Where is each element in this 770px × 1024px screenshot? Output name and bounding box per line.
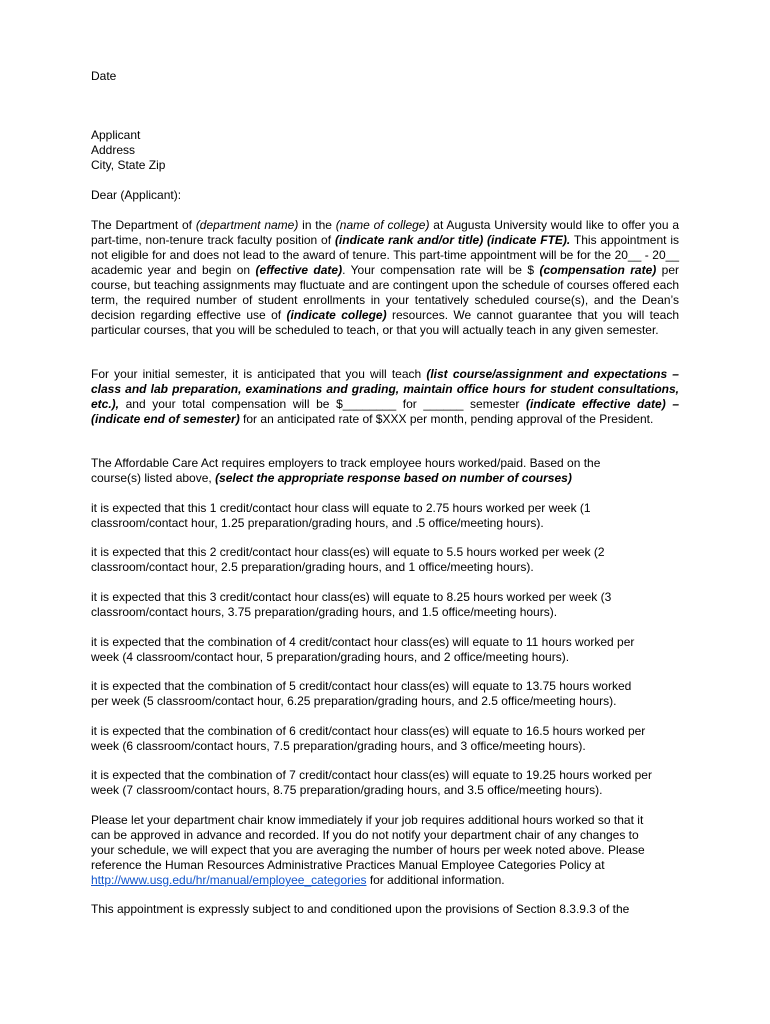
recipient-block xyxy=(91,128,679,173)
paragraph-appointment-conditions: This appointment is expressly subject to and conditioned upon the provisions of Section 8.3.9.3 of the xyxy=(91,902,630,916)
hours-option-line: it is expected that the combination of 5 credit/contact hour class(es) will equate to 13.75 hours worked xyxy=(91,679,632,693)
notify-line-3: your schedule, we will expect that you are averaging the number of hours per week noted above. Please xyxy=(91,843,645,857)
offer-effective-date-placeholder: (effective date) xyxy=(255,263,343,277)
offer-text-1: The Department of xyxy=(91,218,196,232)
hours-option-line: classroom/contact hours, 3.75 preparation/grading hours, and 1.5 office/meeting hours). xyxy=(91,605,558,619)
hours-option-line: it is expected that the combination of 7 credit/contact hour class(es) will equate to 19.25 hours worked per xyxy=(91,768,652,782)
paragraph-initial-semester xyxy=(91,367,679,427)
hours-option-1 xyxy=(91,501,679,531)
paragraph-offer xyxy=(91,218,679,338)
notify-line-1: Please let your department chair know immediately if your job requires additional hours worked so that it xyxy=(91,813,644,827)
hours-option-line: classroom/contact hour, 1.25 preparation/grading hours, and .5 office/meeting hours). xyxy=(91,516,544,530)
semester-text-1: For your initial semester, it is anticipated that you will teach xyxy=(91,367,427,381)
notify-line-5-text: for additional information. xyxy=(366,873,505,887)
aca-line-2 xyxy=(91,471,679,486)
salutation: Dear (Applicant): xyxy=(91,188,182,202)
offer-text-6: per course, but teaching assignments may fluctuate and are contingent upon the schedule of courses offered each term, the required number of student enrollments in your tentatively scheduled course(s), and the Dean’s decision regarding effective use of xyxy=(91,263,680,322)
offer-text-7: resources. We cannot guarantee that you will teach particular courses, that you will be scheduled to teach, or that you will actually teach in any given semester. xyxy=(91,308,680,337)
notify-line-5 xyxy=(91,873,679,888)
notify-line-4: reference the Human Resources Administrative Practices Manual Employee Categories Policy at xyxy=(91,858,605,872)
hours-option-line: week (6 classroom/contact hours, 7.5 preparation/grading hours, and 3 office/meeting hours). xyxy=(91,739,586,753)
recipient-city-state-zip: City, State Zip xyxy=(91,158,166,172)
recipient-address: Address xyxy=(91,143,136,157)
hours-option-6 xyxy=(91,724,679,754)
offer-college-resources-placeholder: (indicate college) xyxy=(286,308,387,322)
hours-option-line: it is expected that this 3 credit/contact hour class(es) will equate to 8.25 hours worked per week (3 xyxy=(91,590,612,604)
semester-text-3: for an anticipated rate of $XXX per month, pending approval of the President. xyxy=(239,412,654,426)
offer-compensation-placeholder: (compensation rate) xyxy=(539,263,657,277)
paragraph-notify-chair xyxy=(91,813,679,888)
paragraph-aca xyxy=(91,456,679,486)
hours-option-7 xyxy=(91,768,679,798)
semester-text-2: and your total compensation will be $________ for ______ semester xyxy=(119,397,526,411)
semester-dates-placeholder: (indicate effective date) – (indicate end of semester) xyxy=(91,397,679,426)
offer-text-5: . Your compensation rate will be $ xyxy=(342,263,540,277)
semester-course-placeholder: (list course/assignment and expectations – class and lab preparation, examinations and grading, maintain office hours for student consultations, etc.), xyxy=(91,367,679,411)
hours-option-line: it is expected that the combination of 4 credit/contact hour class(es) will equate to 11 hours worked per xyxy=(91,635,635,649)
hours-option-2 xyxy=(91,545,679,575)
notify-line-2: can be approved in advance and recorded. If you do not notify your department chair of any changes to xyxy=(91,828,639,842)
aca-text: course(s) listed above, xyxy=(91,471,216,485)
aca-select-instruction: (select the appropriate response based on number of courses) xyxy=(215,471,572,485)
recipient-name: Applicant xyxy=(91,128,141,142)
hours-option-line: it is expected that the combination of 6 credit/contact hour class(es) will equate to 16.5 hours worked per xyxy=(91,724,646,738)
hours-option-3 xyxy=(91,590,679,620)
hours-option-line: week (7 classroom/contact hours, 8.75 preparation/grading hours, and 3.5 office/meeting hours). xyxy=(91,783,603,797)
hours-option-line: classroom/contact hour, 2.5 preparation/grading hours, and 1 office/meeting hours). xyxy=(91,560,534,574)
offer-dept-placeholder: (department name) xyxy=(195,218,299,232)
aca-line-1: The Affordable Care Act requires employers to track employee hours worked/paid. Based on the xyxy=(91,456,601,470)
hours-option-5 xyxy=(91,679,679,709)
offer-text-3: at Augusta University would like to offer you a part-time, non-tenure track faculty position of xyxy=(91,218,679,247)
hours-option-line: it is expected that this 2 credit/contact hour class(es) will equate to 5.5 hours worked per week (2 xyxy=(91,545,605,559)
employee-categories-link[interactable]: http://www.usg.edu/hr/manual/employee_categories xyxy=(91,873,367,887)
hours-option-line: per week (5 classroom/contact hour, 6.25 preparation/grading hours, and 2.5 office/meeting hours). xyxy=(91,694,617,708)
offer-text-2: in the xyxy=(298,218,336,232)
hours-option-line: it is expected that this 1 credit/contact hour class will equate to 2.75 hours worked per week (1 xyxy=(91,501,591,515)
hours-option-4 xyxy=(91,635,679,665)
date-line: Date xyxy=(91,69,117,83)
offer-rank-placeholder: (indicate rank and/or title) (indicate FTE). xyxy=(334,233,571,247)
offer-college-placeholder: (name of college) xyxy=(335,218,430,232)
offer-text-4: This appointment is not eligible for and does not lead to the award of tenure. This part-time appointment will be for the 20__ - 20__ academic year and begin on xyxy=(91,233,680,277)
hours-option-line: week (4 classroom/contact hour, 5 preparation/grading hours, and 2 office/meeting hours). xyxy=(91,650,570,664)
